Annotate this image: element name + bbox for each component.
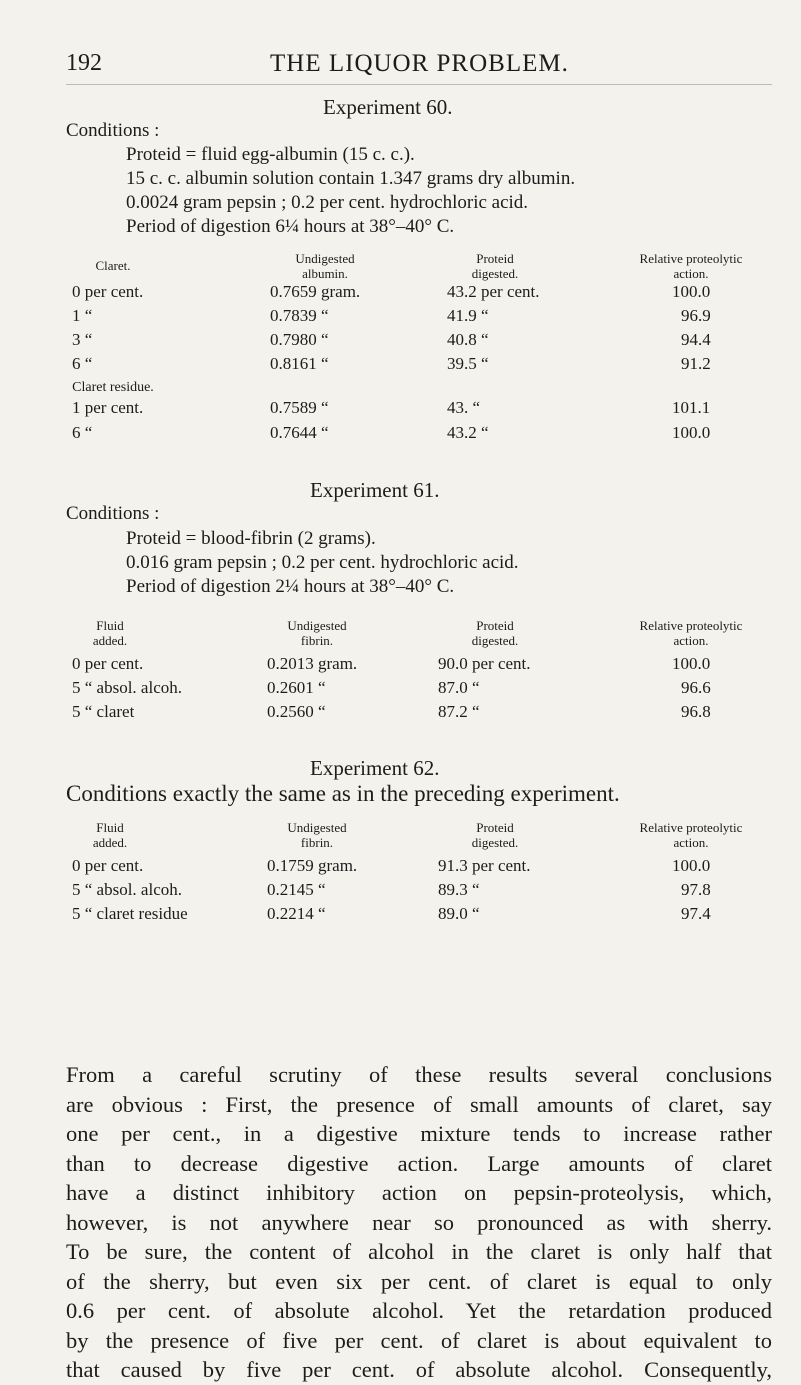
table-cell: 96.6	[681, 678, 711, 697]
experiment-60-conditions-label: Conditions :	[66, 120, 160, 141]
table-cell: 0 per cent.	[72, 282, 144, 301]
page-number: 192	[66, 50, 102, 76]
header-rule	[66, 84, 772, 85]
table-cell: 1 “	[72, 306, 93, 325]
table-cell: 100.0	[672, 282, 711, 301]
table-cell: 0 per cent.	[72, 654, 144, 673]
table-cell: 91.2	[681, 354, 711, 373]
table-cell: 5 “ absol. alcoh.	[72, 880, 182, 899]
experiment-61-title: Experiment 61.	[310, 478, 440, 502]
table-cell: 0.7644 “	[270, 423, 329, 442]
table-cell: 0.2013 gram.	[267, 654, 358, 673]
experiment-62-conditions: Conditions exactly the same as in the preceding experiment.	[66, 781, 620, 806]
experiment-62-title: Experiment 62.	[310, 756, 440, 780]
table-61-header-digested: Proteid digested.	[471, 618, 519, 648]
table-cell: 5 “ absol. alcoh.	[72, 678, 182, 697]
table-cell: 0.7659 gram.	[270, 282, 361, 301]
paragraph-line: To be sure, the content of alcohol in the claret is only half that	[66, 1239, 772, 1264]
table-cell: 0.2560 “	[267, 702, 326, 721]
table-61-header-relative: Relative proteolytic action.	[639, 618, 743, 648]
table-cell: 100.0	[672, 423, 711, 442]
table-cell: 89.0 “	[438, 904, 480, 923]
table-cell: 43.2 per cent.	[447, 282, 540, 301]
paragraph-line: one per cent., in a digestive mixture tends to increase rather	[66, 1121, 772, 1146]
table-cell: 0.8161 “	[270, 354, 329, 373]
paragraph-line: however, is not anywhere near so pronounced as with sherry.	[66, 1209, 772, 1235]
table-62-header-relative: Relative proteolytic action.	[639, 820, 743, 850]
table-cell: 0.7839 “	[270, 306, 329, 325]
paragraph-line: by the presence of five per cent. of claret is about equivalent to	[66, 1327, 772, 1353]
experiment-60-title: Experiment 60.	[323, 95, 453, 119]
running-title: THE LIQUOR PROBLEM.	[270, 50, 569, 77]
table-cell: 0 per cent.	[72, 856, 144, 875]
table-cell: 89.3 “	[438, 880, 480, 899]
conclusion-paragraph	[66, 1060, 772, 1385]
experiment-60-condition: Proteid = fluid egg-albumin (15 c. c.).	[126, 144, 415, 165]
table-62-header-digested: Proteid digested.	[471, 820, 519, 850]
table-cell: 5 “ claret residue	[72, 904, 188, 923]
table-cell: 5 “ claret	[72, 702, 135, 721]
table-cell: 39.5 “	[447, 354, 489, 373]
table-cell: 100.0	[672, 856, 711, 875]
experiment-61-condition: Period of digestion 2¼ hours at 38°–40° C.	[126, 576, 455, 597]
experiment-60-condition: 0.0024 gram pepsin ; 0.2 per cent. hydrochloric acid.	[126, 192, 529, 213]
table-cell: 101.1	[672, 398, 711, 417]
table-cell: 6 “	[72, 423, 93, 442]
paragraph-line: 0.6 per cent. of absolute alcohol. Yet the retardation produced	[66, 1298, 772, 1323]
table-cell: 3 “	[72, 330, 93, 349]
table-cell: 1 per cent.	[72, 398, 144, 417]
table-cell: 97.4	[681, 904, 711, 923]
table-60-header-undigested: Undigested albumin.	[295, 251, 355, 281]
table-61-header-fluid: Fluid added.	[92, 618, 128, 648]
table-cell: 94.4	[681, 330, 711, 349]
table-60-header-digested: Proteid digested.	[471, 251, 519, 281]
table-cell: 87.0 “	[438, 678, 480, 697]
table-cell: 100.0	[672, 654, 711, 673]
table-cell: 40.8 “	[447, 330, 489, 349]
table-cell: 6 “	[72, 354, 93, 373]
table-62-header-undigested: Undigested fibrin.	[287, 820, 347, 850]
paragraph-line: that caused by five per cent. of absolute alcohol. Consequently,	[66, 1357, 772, 1382]
table-cell: 0.2214 “	[267, 904, 326, 923]
table-cell: 96.8	[681, 702, 711, 721]
table-62-header-fluid: Fluid added.	[92, 820, 128, 850]
table-cell: 96.9	[681, 306, 711, 325]
table-60-subheading: Claret residue.	[72, 380, 154, 395]
table-cell: 87.2 “	[438, 702, 480, 721]
experiment-61-conditions-label: Conditions :	[66, 503, 160, 524]
table-61-header-undigested: Undigested fibrin.	[287, 618, 347, 648]
table-cell: 43. “	[447, 398, 481, 417]
table-60-header-relative: Relative proteolytic action.	[639, 251, 743, 281]
paragraph-line: have a distinct inhibitory action on pepsin-proteolysis, which,	[66, 1180, 772, 1205]
paragraph-line: are obvious : First, the presence of small amounts of claret, say	[66, 1091, 772, 1117]
experiment-61-condition: Proteid = blood-fibrin (2 grams).	[126, 528, 376, 549]
table-cell: 90.0 per cent.	[438, 654, 531, 673]
table-cell: 0.1759 gram.	[267, 856, 358, 875]
paragraph-line: than to decrease digestive action. Large amounts of claret	[66, 1150, 772, 1176]
paragraph-line: of the sherry, but even six per cent. of claret is equal to only	[66, 1268, 772, 1294]
table-cell: 97.8	[681, 880, 711, 899]
table-cell: 0.7589 “	[270, 398, 329, 417]
table-cell: 91.3 per cent.	[438, 856, 531, 875]
table-cell: 41.9 “	[447, 306, 489, 325]
table-60-header-claret: Claret.	[95, 258, 131, 273]
experiment-60-condition: Period of digestion 6¼ hours at 38°–40° C.	[126, 216, 455, 237]
experiment-61-condition: 0.016 gram pepsin ; 0.2 per cent. hydrochloric acid.	[126, 552, 519, 573]
paragraph-line: From a careful scrutiny of these results several conclusions	[66, 1062, 772, 1087]
table-cell: 0.2145 “	[267, 880, 326, 899]
table-cell: 43.2 “	[447, 423, 489, 442]
table-cell: 0.7980 “	[270, 330, 329, 349]
experiment-60-condition: 15 c. c. albumin solution contain 1.347 grams dry albumin.	[126, 168, 576, 189]
table-cell: 0.2601 “	[267, 678, 326, 697]
